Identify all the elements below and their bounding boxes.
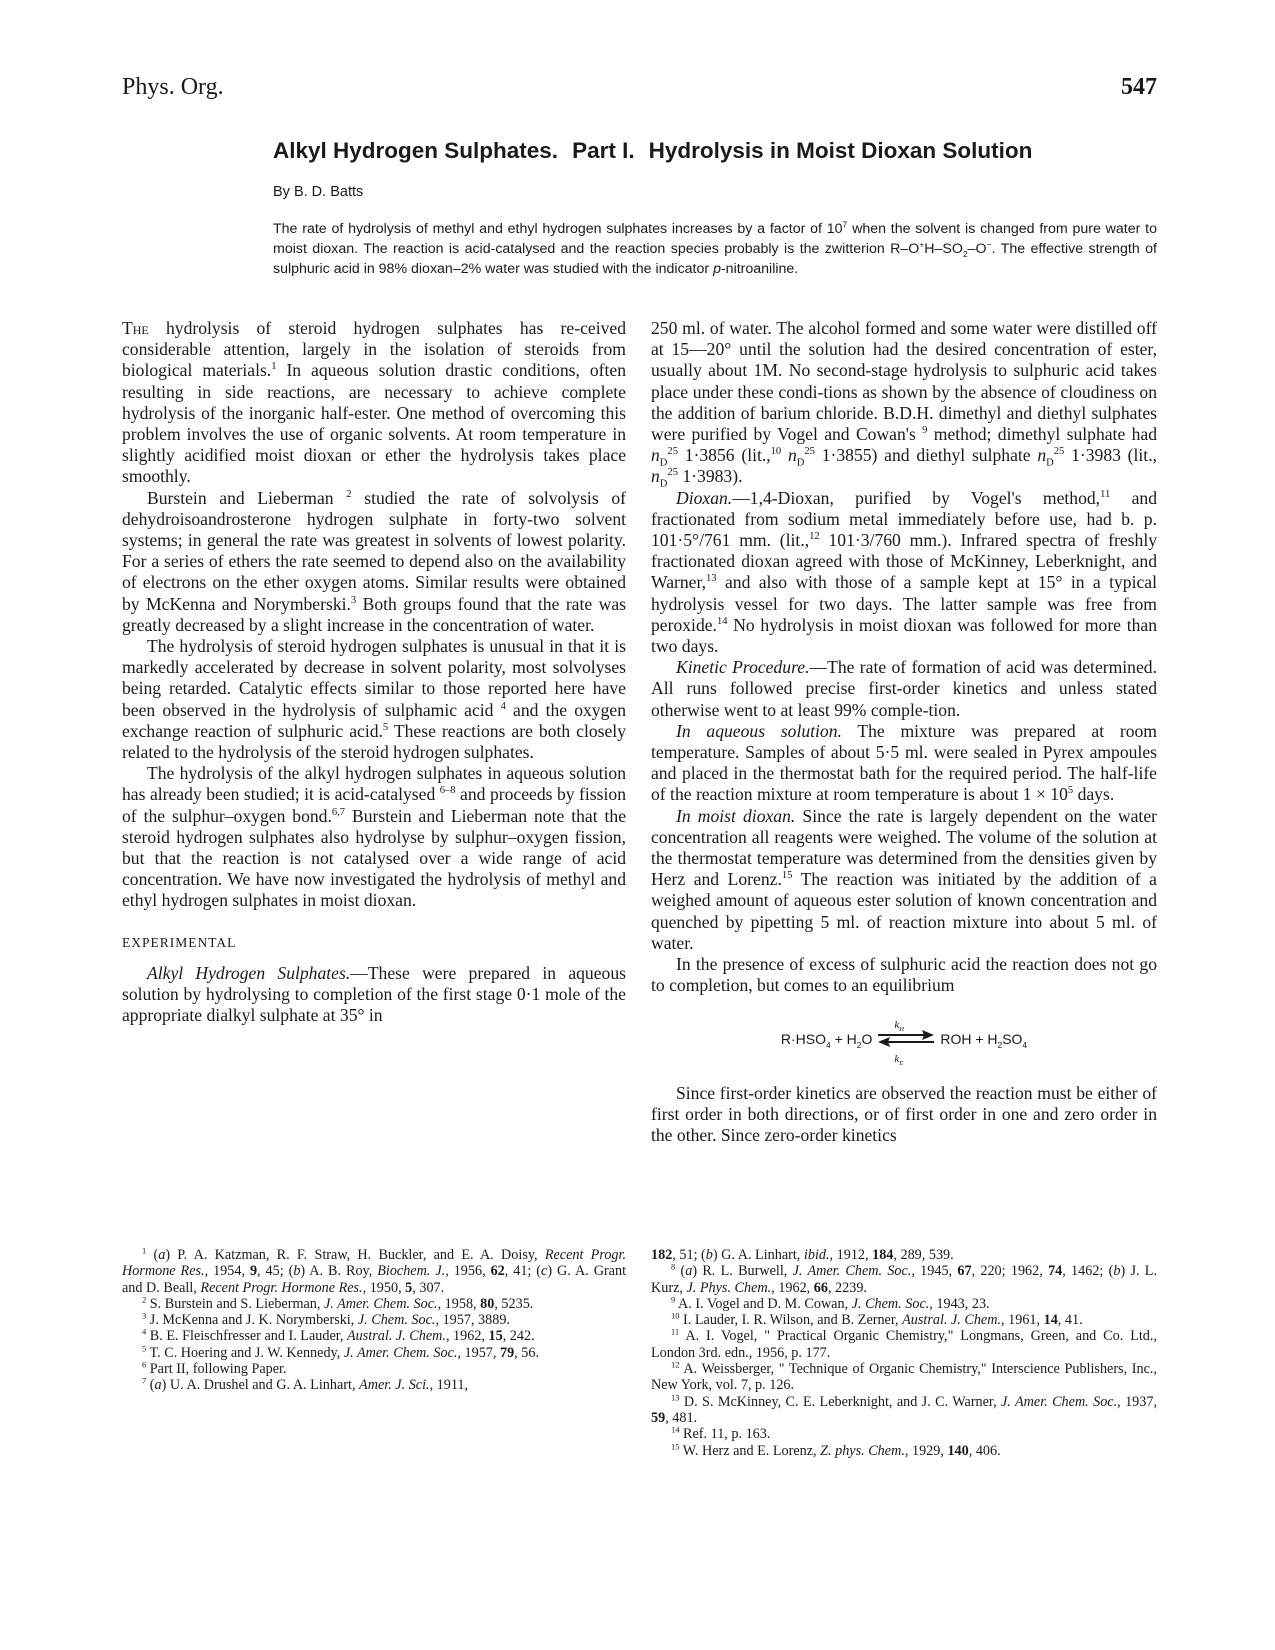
paragraph: Dioxan.—1,4-Dioxan, purified by Vogel's method,$^{11}$ and fractionated from sodium metal immediately before use, had b. p. 101·5°/761 mm. (lit.,$^{12}$ 101·3/760 mm.). Infrared spectra of freshly fractionated dioxan agreed with those of McKinney, Leberknight, and Warner,$^{13}$ and also with those of a sample kept at 15° in a typical hydrolysis vessel for two days. The latter sample was free from peroxide.$^{14}$ No hydrolysis in moist dioxan was followed for more than two days.: [651, 487, 1158, 657]
article-title: [273, 138, 1157, 164]
footnote: $^5$ T. C. Hoering and J. W. Kennedy, J. Amer. Chem. Soc., 1957, 79, 56.: [142, 1343, 539, 1361]
footnotes-left: [122, 1247, 626, 1394]
footnote: $^9$ A. I. Vogel and D. M. Cowan, J. Chem. Soc., 1943, 23.: [671, 1294, 990, 1312]
paragraph: In aqueous solution. The mixture was prepared at room temperature. Samples of about 5·5 ml. were sealed in Pyrex ampoules and placed in the thermostat bath for the required period. The half-life of the reaction mixture at room temperature is about $1 \times 10^5$ days.: [651, 720, 1157, 805]
footnote: $^{13}$ D. S. McKinney, C. E. Leberknight, and J. C. Warner, J. Amer. Chem. Soc., 1937, 59, 481.: [651, 1391, 1158, 1426]
footnote-continuation: 182, 51; (b) G. A. Linhart, ibid., 1912, 184, 289, 539.: [651, 1247, 954, 1263]
paragraph: Alkyl Hydrogen Sulphates.—These were prepared in aqueous solution by hydrolysing to completion of the first stage 0·1 mole of the appropriate dialkyl sulphate at 35° in: [122, 962, 626, 1026]
paragraph: Kinetic Procedure.—The rate of formation of acid was determined. All runs followed precise first-order kinetics and unless stated otherwise went to at least 99% comple-tion.: [651, 657, 1157, 720]
footnote: $^6$ Part II, following Paper.: [142, 1359, 287, 1378]
paragraph: Burstein and Lieberman $^2$ studied the rate of solvolysis of dehydroisoandrosterone hydrogen sulphate in forty-two solvent systems; in general the rate was greatest in solvents of lowest polarity. For a series of ethers the rate seemed to depend also on the availability of electrons on the ether oxygen atoms. Similar results were obtained by McKenna and Norymberski.$^3$ Both groups found that the rate was greatly decreased by a slight increase in the concentration of water.: [122, 487, 626, 635]
paragraph: In the presence of excess of sulphuric acid the reaction does not go to completion, but comes to an equilibrium: [651, 954, 1157, 996]
page-number: 547: [1121, 74, 1157, 100]
equilibrium-equation: [651, 1011, 1157, 1069]
equation-products: ROH + $H_2SO_4$: [940, 1030, 1028, 1050]
footnote: $^{10}$ I. Lauder, I. R. Wilson, and B. Zerner, Austral. J. Chem., 1961, 14, 41.: [671, 1310, 1083, 1329]
footnote: $^4$ B. E. Fleischfresser and I. Lauder, Austral. J. Chem., 1962, 15, 242.: [142, 1326, 535, 1345]
paragraph: The hydrolysis of steroid hydrogen sulphates has re-ceived considerable attention, largely in the isolation of steroids from biological materials.$^1$ In aqueous solution drastic conditions, often resulting in side reactions, are necessary to achieve complete hydrolysis of the inorganic half-ester. One method of overcoming this problem involves the use of organic solvents. At room temperature in slightly acidified moist dioxan or ether the hydrolysis takes place smoothly.: [122, 318, 626, 487]
footnote: $^{11}$ A. I. Vogel, " Practical Organic Chemistry," Longmans, Green, and Co. Ltd., London 3rd. edn., 1956, p. 177.: [651, 1326, 1157, 1361]
body-left-column: [122, 318, 626, 1027]
footnote: $^3$ J. McKenna and J. K. Norymberski, J. Chem. Soc., 1957, 3889.: [142, 1310, 510, 1329]
paragraph: The hydrolysis of the alkyl hydrogen sulphates in aqueous solution has already been studied; it is acid-catalysed $^{6-8}$ and proceeds by fission of the sulphur–oxygen bond.$^{6,7}$ Burstein and Lieberman note that the steroid hydrogen sulphates also hydrolyse by sulphur–oxygen fission, but that the reaction is not catalysed over a wide range of acid concentration. We have now investigated the hydrolysis of methyl and ethyl hydrogen sulphates in moist dioxan.: [122, 763, 627, 911]
author-line: By B. D. Batts: [273, 184, 364, 200]
title-part-3: Hydrolysis in Moist Dioxan Solution: [648, 138, 1033, 163]
footnote: $^7$ (a) U. A. Drushel and G. A. Linhart, Amer. J. Sci., 1911,: [142, 1375, 469, 1394]
equilibrium-arrows-icon: [876, 1015, 936, 1065]
footnote: $^{12}$ A. Weissberger, " Technique of Organic Chemistry," Interscience Publishers, Inc., New York, vol. 7, p. 126.: [651, 1359, 1157, 1394]
abstract: The rate of hydrolysis of methyl and ethyl hydrogen sulphates increases by a factor of $10^7$ when the solvent is changed from pure water to moist dioxan. The reaction is acid-catalysed and the reaction species probably is the zwitterion $R-O^+H-SO_2-O^-$. The effective strength of sulphuric acid in 98% dioxan–2% water was studied with the indicator p-nitroaniline.: [273, 219, 1157, 277]
footnote: $^8$ (a) R. L. Burwell, J. Amer. Chem. Soc., 1945, 67, 220; 1962, 74, 1462; (b) J. L. Kurz, J. Phys. Chem., 1962, 66, 2239.: [651, 1261, 1158, 1296]
journal-section-header: Phys. Org.: [122, 74, 224, 100]
body-right-column: [651, 318, 1157, 1146]
equation-reactants: $R\cdot HSO_4 + H_2O$: [780, 1030, 873, 1050]
forward-rate-constant: $k_H$: [894, 1018, 904, 1033]
reverse-rate-constant: $k_E$: [894, 1052, 904, 1067]
title-part-2: Part I.: [572, 138, 635, 163]
paragraph: In moist dioxan. Since the rate is largely dependent on the water concentration all reagents were weighed. The volume of the solution at the thermostat temperature was determined from the densities given by Herz and Lorenz.$^{15}$ The reaction was initiated by the addition of a weighed amount of aqueous ester solution of known concentration and quenched by pipetting 5 ml. of reaction mixture into about 5 ml. of water.: [651, 805, 1157, 953]
paragraph: The hydrolysis of steroid hydrogen sulphates is unusual in that it is markedly accelerated by decrease in solvent polarity, most solvolyses being retarded. Catalytic effects similar to those reported here have been observed in the hydrolysis of sulphamic acid $^4$ and the oxygen exchange reaction of sulphuric acid.$^5$ These reactions are both closely related to the hydrolysis of the steroid hydrogen sulphates.: [122, 636, 626, 763]
footnote: $^{14}$ Ref. 11, p. 163.: [671, 1424, 771, 1443]
paragraph: Since first-order kinetics are observed the reaction must be either of first order in both directions, or of first order in one and zero order in the other. Since zero-order kinetics: [651, 1082, 1157, 1145]
title-part-1: Alkyl Hydrogen Sulphates.: [273, 138, 559, 163]
arrow-svg: [876, 1015, 936, 1065]
footnote: $^1$ (a) P. A. Katzman, R. F. Straw, H. Buckler, and E. A. Doisy, Recent Progr. Hormone Res., 1954, 9, 45; (b) A. B. Roy, Biochem. J., 1956, 62, 41; (c) G. A. Grant and D. Beall, Recent Progr. Hormone Res., 1950, 5, 307.: [122, 1245, 627, 1296]
paragraph: 250 ml. of water. The alcohol formed and some water were distilled off at 15—20° until the solution had the desired concentration of ester, usually about 1M. No second-stage hydrolysis to sulphuric acid takes place under these condi-tions as shown by the absence of cloudiness on the addition of barium chloride. B.D.H. dimethyl and diethyl sulphates were purified by Vogel and Cowan's $^9$ method; dimethyl sulphate had $n_D^{25}$ 1·3856 (lit.,$^{10}$ $n_D^{25}$ 1·3855) and diethyl sulphate $n_D^{25}$ 1·3983 (lit., $n_D^{25}$ 1·3983).: [651, 318, 1157, 490]
footnotes-right: [651, 1247, 1157, 1459]
footnote: $^{15}$ W. Herz and E. Lorenz, Z. phys. Chem., 1929, 140, 406.: [671, 1440, 1001, 1459]
footnote: $^2$ S. Burstein and S. Lieberman, J. Amer. Chem. Soc., 1958, 80, 5235.: [142, 1294, 534, 1312]
section-heading-experimental: EXPERIMENTAL: [122, 934, 237, 950]
